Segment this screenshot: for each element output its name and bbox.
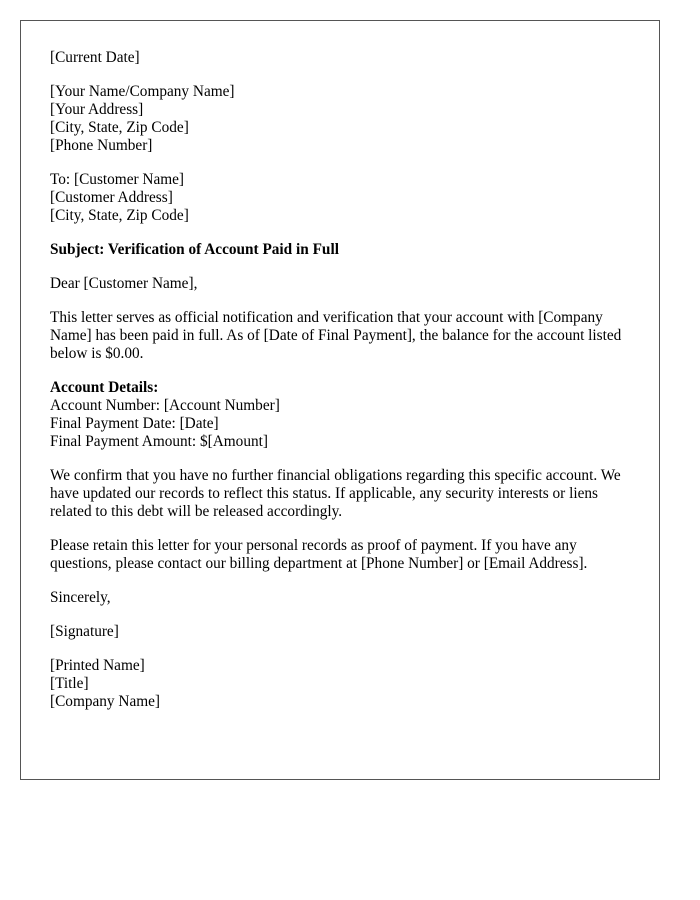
- letter-date: [Current Date]: [50, 49, 140, 66]
- salutation-block: [50, 275, 630, 293]
- final-payment-amount: Final Payment Amount: $[Amount]: [50, 433, 268, 450]
- account-number: Account Number: [Account Number]: [50, 397, 280, 414]
- recipient-address: [Customer Address]: [50, 189, 173, 206]
- subject-line: Subject: Verification of Account Paid in Full: [50, 241, 339, 258]
- signer-company: [Company Name]: [50, 693, 161, 710]
- signature: [Signature]: [50, 623, 119, 640]
- account-details-heading: Account Details:: [50, 379, 159, 396]
- letter-date-block: [50, 49, 630, 67]
- recipient-city: [City, State, Zip Code]: [50, 207, 189, 224]
- salutation: Dear [Customer Name],: [50, 275, 198, 292]
- body-paragraph-2-text: We confirm that you have no further financial obligations regarding this specific account. We have updated our records to reflect this status. If applicable, any security interests or liens related to this debt will be released accordingly.: [50, 467, 621, 520]
- sender-block: [50, 83, 630, 155]
- letter-page: [20, 20, 660, 780]
- final-payment-date: Final Payment Date: [Date]: [50, 415, 219, 432]
- account-details-block: [50, 379, 630, 451]
- signer-block: [50, 657, 630, 711]
- body-paragraph-2: [50, 467, 630, 521]
- body-paragraph-3: [50, 537, 630, 573]
- sender-city: [City, State, Zip Code]: [50, 119, 189, 136]
- signer-title: [Title]: [50, 675, 89, 692]
- subject-block: [50, 241, 630, 259]
- body-paragraph-1: [50, 309, 630, 363]
- closing-block: [50, 589, 630, 607]
- body-paragraph-1-text: This letter serves as official notification and verification that your account with [Company Name] has been paid in full. As of [Date of Final Payment], the balance for the account listed below is $0.00.: [50, 309, 622, 362]
- closing: Sincerely,: [50, 589, 111, 606]
- sender-phone: [Phone Number]: [50, 137, 153, 154]
- recipient-name: To: [Customer Name]: [50, 171, 185, 188]
- body-paragraph-3-text: Please retain this letter for your personal records as proof of payment. If you have any questions, please contact our billing department at [Phone Number] or [Email Address].: [50, 537, 588, 572]
- signer-name: [Printed Name]: [50, 657, 145, 674]
- sender-name: [Your Name/Company Name]: [50, 83, 235, 100]
- signature-block: [50, 623, 630, 641]
- sender-address: [Your Address]: [50, 101, 144, 118]
- recipient-block: [50, 171, 630, 225]
